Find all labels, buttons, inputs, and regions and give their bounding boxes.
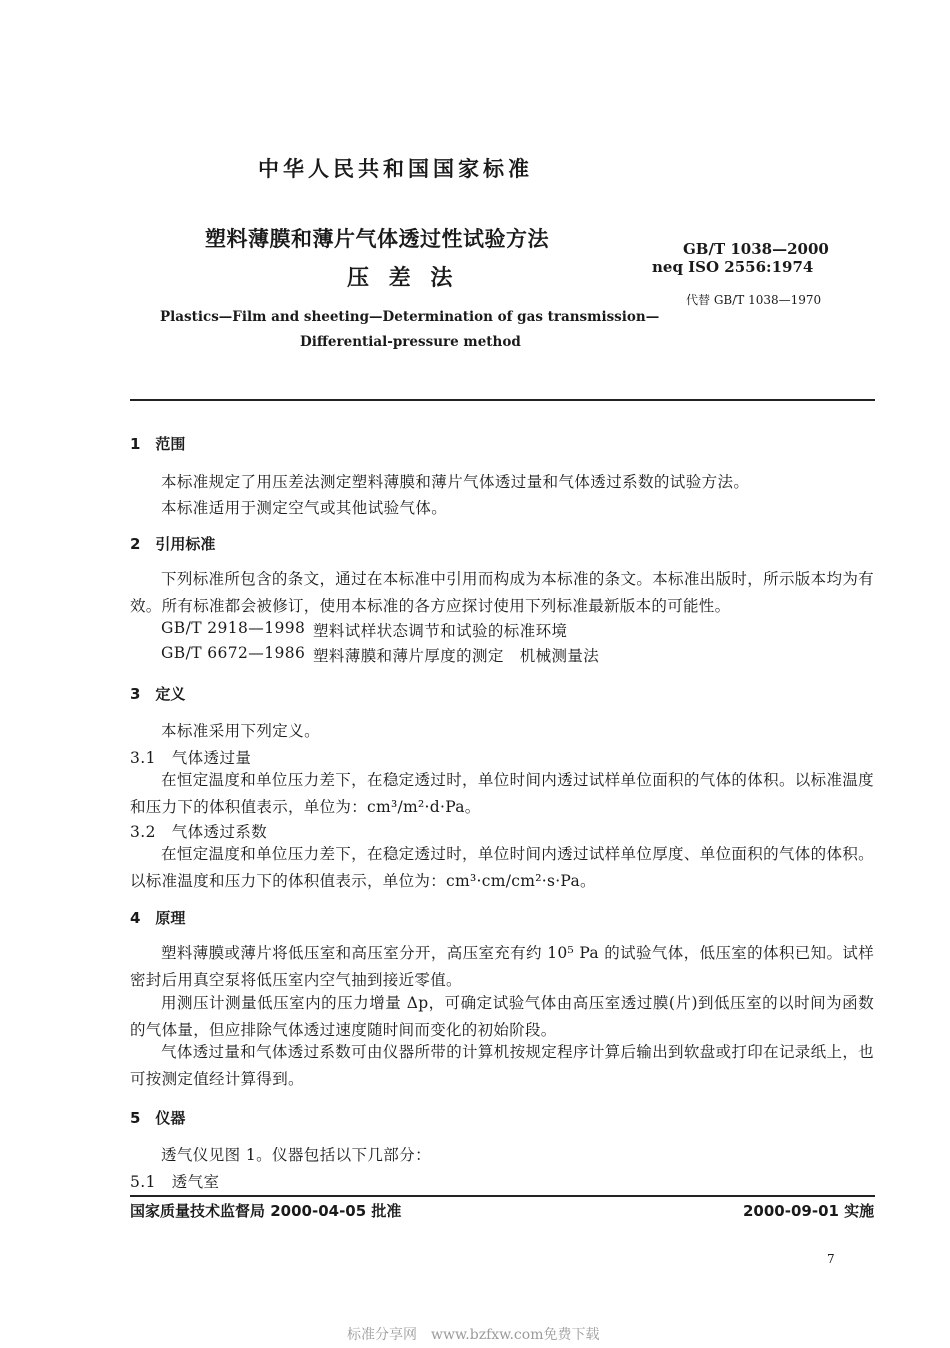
footer-rule <box>130 1195 875 1197</box>
section-3-para-1: 本标准采用下列定义。 <box>161 722 321 740</box>
standard-number: GB/T 1038—2000 <box>683 240 829 258</box>
reference-1-code: GB/T 2918—1998 <box>161 619 306 637</box>
section-1-para-1: 本标准规定了用压差法测定塑料薄膜和薄片气体透过量和气体透过系数的试验方法。 <box>161 473 750 491</box>
section-4-heading: 4 原理 <box>130 909 186 927</box>
subsection-5-1-heading: 5.1 透气室 <box>130 1173 220 1191</box>
section-3-heading: 3 定义 <box>130 685 186 703</box>
replaces-standard: 代替 GB/T 1038—1970 <box>686 293 822 307</box>
approval-statement: 国家质量技术监督局 2000-04-05 批准 <box>130 1202 402 1220</box>
section-2-heading: 2 引用标准 <box>130 535 216 553</box>
reference-1-title: 塑料试样状态调节和试验的标准环境 <box>313 622 568 640</box>
reference-2-code: GB/T 6672—1986 <box>161 644 306 662</box>
section-5-heading: 5 仪器 <box>130 1109 186 1127</box>
implementation-date: 2000-09-01 实施 <box>743 1202 875 1220</box>
section-4-para-3: 气体透过量和气体透过系数可由仪器所带的计算机按规定程序计算后输出到软盘或打印在记录纸上，也可按测定值经计算得到。 <box>130 1043 874 1088</box>
title-cn-line2: 压 差 法 <box>347 266 459 291</box>
section-2-para-1: 下列标准所包含的条文，通过在本标准中引用而构成为本标准的条文。本标准出版时，所示版本均为有效。所有标准都会被修订，使用本标准的各方应探讨使用下列标准最新版本的可能性。 <box>130 570 874 615</box>
title-en-line1: Plastics—Film and sheeting—Determination of gas transmission— <box>160 309 660 325</box>
title-en-line2: Differential-pressure method <box>300 334 521 350</box>
section-4-para-1: 塑料薄膜或薄片将低压室和高压室分开，高压室充有约 10⁵ Pa 的试验气体，低压室的体积已知。试样密封后用真空泵将低压室内空气抽到接近零值。 <box>130 944 874 989</box>
neq-reference: neq ISO 2556:1974 <box>652 258 814 276</box>
reference-2-title: 塑料薄膜和薄片厚度的测定 机械测量法 <box>313 647 600 665</box>
section-5-para-1: 透气仪见图 1。仪器包括以下几部分： <box>161 1146 431 1164</box>
page-number: 7 <box>827 1252 835 1266</box>
section-1-heading: 1 范围 <box>130 435 186 453</box>
definition-3-1-heading: 3.1 气体透过量 <box>130 749 252 767</box>
section-4-para-2: 用测压计测量低压室内的压力增量 Δp，可确定试验气体由高压室透过膜(片)到低压室的以时间为函数的气体量，但应排除气体透过速度随时间而变化的初始阶段。 <box>130 994 874 1039</box>
watermark: 标准分享网 www.bzfxw.com免费下载 <box>347 1327 600 1343</box>
national-standard-label: 中华人民共和国国家标准 <box>258 157 533 181</box>
definition-3-2-heading: 3.2 气体透过系数 <box>130 823 268 841</box>
definition-3-1-text: 在恒定温度和单位压力差下，在稳定透过时，单位时间内透过试样单位面积的气体的体积。以标准温度和压力下的体积值表示，单位为：cm³/m²·d·Pa。 <box>130 771 874 816</box>
title-cn-line1: 塑料薄膜和薄片气体透过性试验方法 <box>205 227 549 251</box>
header-rule <box>130 399 875 401</box>
section-1-para-2: 本标准适用于测定空气或其他试验气体。 <box>161 499 448 517</box>
definition-3-2-text: 在恒定温度和单位压力差下，在稳定透过时，单位时间内透过试样单位厚度、单位面积的气体的体积。以标准温度和压力下的体积值表示，单位为：cm³·cm/cm²·s·Pa。 <box>130 845 874 890</box>
